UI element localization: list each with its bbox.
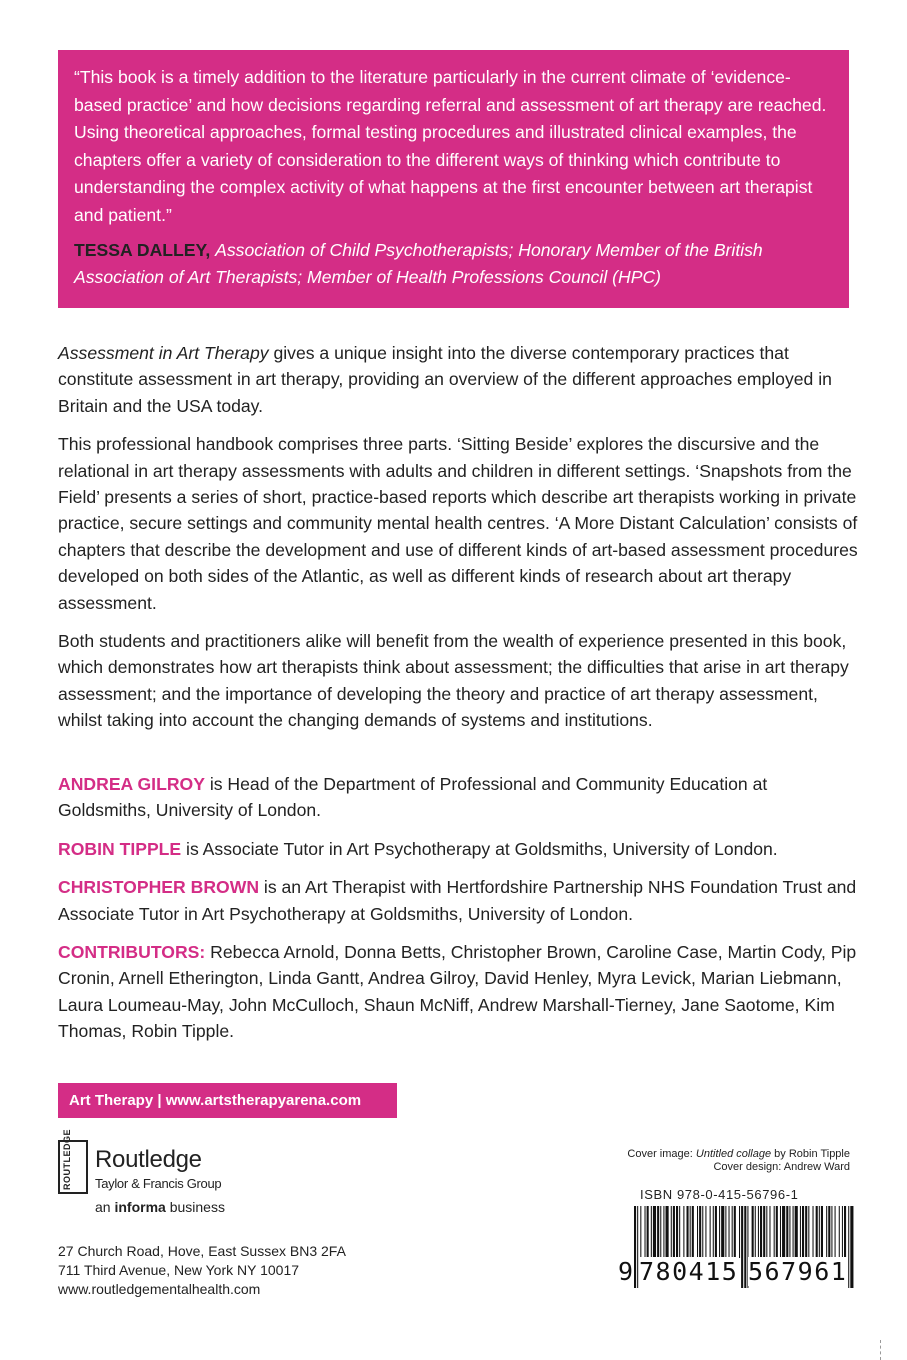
barcode-bar — [739, 1206, 740, 1258]
barcode-bar — [758, 1206, 759, 1258]
author-bios — [58, 771, 858, 1057]
barcode-bar — [826, 1206, 827, 1258]
barcode-bar — [657, 1206, 659, 1258]
endorsement-attribution — [74, 237, 831, 291]
barcode-bar — [774, 1206, 775, 1258]
barcode-bar — [760, 1206, 762, 1258]
bio-robin-tipple: ROBIN TIPPLE is Associate Tutor in Art Psychotherapy at Goldsmiths, University of London. — [58, 838, 778, 859]
bio-christopher-brown: CHRISTOPHER BROWN is an Art Therapist with Hertfordshire Partnership NHS Foundation Trust and Associate Tutor in Art Psychotherapy at Goldsmiths, University of London. — [58, 877, 857, 924]
barcode-bar — [666, 1206, 669, 1258]
barcode-bar — [679, 1206, 680, 1258]
barcode-bar — [782, 1206, 785, 1258]
publisher-name: Routledge — [95, 1146, 202, 1173]
barcode-bar — [844, 1206, 846, 1258]
cover-design-credit: Cover design: Andrew Ward — [713, 1161, 850, 1173]
barcode-bar — [744, 1206, 746, 1288]
barcode-bar — [805, 1206, 807, 1258]
barcode-bar — [789, 1206, 790, 1258]
bio-andrea-gilroy: ANDREA GILROY is Head of the Department of Professional and Community Education at Goldsmiths, University of London. — [58, 774, 768, 821]
barcode-bar — [795, 1206, 798, 1258]
barcode-bar — [732, 1206, 733, 1258]
isbn-digits-right: 567961 — [748, 1257, 848, 1286]
routledge-logo-icon: ROUTLEDGE — [58, 1140, 88, 1194]
contributors-list: CONTRIBUTORS: Rebecca Arnold, Donna Betts, Christopher Brown, Caroline Case, Martin Cody, Pip Cronin, Arnell Etherington, Linda Gantt, Andrea Gilroy, David Henley, Myra Levick, Marian Liebmann, Laura Loumeau-May, John McCulloch, Shaun McNiff, Andrew Marshall-Tierney, Jane Saotome, Kim Thomas, Robin Tipple. — [58, 942, 857, 1042]
publisher-address — [58, 1242, 418, 1299]
barcode-bar — [645, 1206, 646, 1258]
barcode-bar — [715, 1206, 717, 1258]
publisher-group: Taylor & Francis Group — [95, 1176, 222, 1191]
series-banner: Art Therapy | www.artstherapyarena.com — [58, 1083, 397, 1118]
barcode-bar — [769, 1206, 770, 1258]
barcode-bar — [741, 1206, 743, 1288]
isbn-label: ISBN 978-0-415-56796-1 — [640, 1187, 799, 1202]
barcode-bar — [850, 1206, 853, 1288]
barcode-bar — [780, 1206, 781, 1258]
barcode-bar — [755, 1206, 756, 1258]
barcode-bar — [721, 1206, 724, 1258]
isbn-digits-left: 780415 — [639, 1257, 739, 1286]
barcode-bar — [634, 1206, 636, 1288]
barcode-bar — [842, 1206, 843, 1258]
barcode-bar — [835, 1206, 836, 1258]
description-paragraph-2: This professional handbook comprises three parts. ‘Sitting Beside’ explores the discursive and the relational in art therapy assessments with adults and children in different settings. ‘Snapshots from the Field’ presents a series of short, practice-based reports which describe art therapists working in private practice, secure settings and community mental health centres. ‘A More Distant Calculation’ consists of chapters that describe the development and use of different kinds of art-based assessment procedures developed on both sides of the Atlantic, as well as different kinds of research about art therapy assessment. — [58, 434, 858, 613]
barcode-bar — [828, 1206, 830, 1258]
barcode-bar — [699, 1206, 701, 1258]
barcode-bar — [831, 1206, 832, 1258]
barcode-bar — [786, 1206, 788, 1258]
barcode-bar — [729, 1206, 730, 1258]
barcode-bar — [800, 1206, 801, 1258]
barcode-bar — [776, 1206, 778, 1258]
description-paragraph-1: Assessment in Art Therapy gives a unique insight into the diverse contemporary practices that constitute assessment in art therapy, providing an overview of the different approaches employed in Britain and the USA today. — [58, 343, 832, 416]
informa-tagline: an informa business — [95, 1199, 225, 1215]
barcode-bar — [710, 1206, 711, 1258]
barcode-bar — [690, 1206, 691, 1258]
barcode-bar — [813, 1206, 814, 1258]
barcode-bar — [821, 1206, 823, 1258]
endorsement-author: TESSA DALLEY, — [74, 240, 211, 260]
barcode-bar — [848, 1206, 849, 1288]
barcode-bar — [702, 1206, 703, 1258]
barcode-bar — [793, 1206, 794, 1258]
publisher-block — [58, 1128, 338, 1218]
endorsement-quote: “This book is a timely addition to the literature particularly in the current climate of ‘evidence-based practice’ and how decisions regarding referral and assessment of art therapy are reached. Using theoretical approaches, formal testing procedures and illustrated clinical examples, the chapters offer a variety of consideration to the different ways of thinking which contribute to understanding the complex activity of what happens at the first encounter between art therapist and patient.” — [74, 67, 827, 225]
barcode-bar — [640, 1206, 641, 1258]
book-description — [58, 340, 858, 746]
cover-image-credit: Cover image: Untitled collage by Robin Tipple — [627, 1148, 850, 1160]
barcode-bar — [819, 1206, 820, 1258]
endorsement-affiliation: Association of Child Psychotherapists; Honorary Member of the British Association of Art Therapists; Member of Health Professions Council (HPC) — [74, 240, 763, 287]
barcode-bar — [752, 1206, 754, 1258]
barcode-bar — [683, 1206, 684, 1258]
barcode-bar — [713, 1206, 714, 1258]
barcode-bar — [808, 1206, 809, 1258]
barcode-bar — [816, 1206, 818, 1258]
barcode-bar — [687, 1206, 689, 1258]
isbn-digit-first: 9 — [618, 1257, 634, 1286]
barcode-bar — [725, 1206, 726, 1258]
barcode-bar — [663, 1206, 664, 1258]
book-title: Assessment in Art Therapy — [58, 343, 269, 363]
barcode-bar — [651, 1206, 652, 1258]
barcode-bar — [673, 1206, 675, 1258]
barcode-bar — [653, 1206, 656, 1258]
barcode-bar — [734, 1206, 736, 1258]
cover-credits — [560, 1148, 850, 1174]
address-line: 711 Third Avenue, New York NY 10017 — [58, 1262, 300, 1278]
barcode-bar — [839, 1206, 840, 1258]
barcode-bar — [647, 1206, 649, 1258]
barcode-bar — [676, 1206, 678, 1258]
description-paragraph-3: Both students and practitioners alike will benefit from the wealth of experience presented in this book, which demonstrates how art therapists think about assessment; the difficulties that arise in art therapy assessment; and the importance of developing the theory and practice of art therapy assessment, whilst taking into account the changing demands of systems and institutions. — [58, 631, 849, 731]
barcode-bar — [763, 1206, 765, 1258]
barcode-bar — [719, 1206, 720, 1258]
endorsement-box — [58, 50, 849, 308]
barcode-bar — [692, 1206, 694, 1258]
barcode-bar — [802, 1206, 804, 1258]
address-line: 27 Church Road, Hove, East Sussex BN3 2FA — [58, 1243, 346, 1259]
barcode-bar — [660, 1206, 661, 1258]
barcode-bar — [705, 1206, 706, 1258]
publisher-website: www.routledgementalhealth.com — [58, 1281, 261, 1297]
barcode-bar — [697, 1206, 698, 1258]
barcode-bar — [766, 1206, 767, 1258]
trim-mark — [880, 1340, 885, 1360]
barcode-bar — [671, 1206, 672, 1258]
